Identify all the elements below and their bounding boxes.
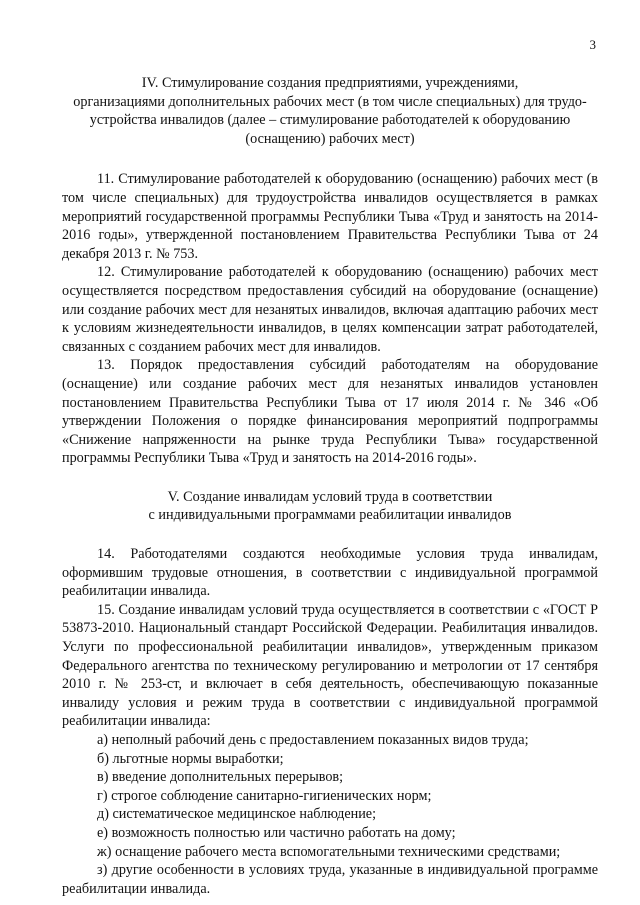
- section-5-title: [62, 488, 598, 525]
- list-item: з) другие особенности в условиях труда, указанные в индивидуальной программе реабилитации инвалида.: [62, 862, 598, 897]
- paragraph-13: 13. Порядок предоставления субсидий работодателям на оборудование (оснащение) или создание рабочих мест для незанятых инвалидов установлен постановлением Правительства Республики Тыва от 17 июля 2014 г. № 346 «Об утверждении Положения о порядке финансирования мероприятий подпрограммы «Снижение напряженности на рынке труда Республики Тыва» государственной программы Республики Тыва «Труд и занятость на 2014-2016 годы».: [62, 357, 598, 467]
- list-item: б) льготные нормы выработки;: [97, 750, 284, 767]
- section-5-body: [62, 545, 598, 898]
- paragraph-11: 11. Стимулирование работодателей к оборудованию (оснащению) рабочих мест (в том числе специальных) для трудоустройства инвалидов осуществляется в рамках мероприятий государственной программы Республики Тыва «Труд и занятость на 2014-2016 годы», утвержденной постановлением Правительства Республики Тыва от 24 декабря 2013 г. № 753.: [62, 171, 598, 262]
- list-item: г) строгое соблюдение санитарно-гигиенических норм;: [97, 787, 432, 804]
- list-item: д) систематическое медицинское наблюдение;: [97, 806, 377, 823]
- page-number: 3: [589, 37, 596, 52]
- paragraph-12: 12. Стимулирование работодателей к оборудованию (оснащению) рабочих мест осуществляется посредством предоставления субсидий на оборудование (оснащение) или создание рабочих мест для незанятых инвалидов, включая адаптацию рабочих мест к условиям жизнедеятельности инвалидов, в целях компенсации затрат работодателей, связанных с созданием рабочих мест для инвалидов.: [62, 264, 598, 355]
- section-4-title-line: устройства инвалидов (далее – стимулирование работодателей к оборудованию: [89, 112, 571, 129]
- paragraph-14: 14. Работодателями создаются необходимые условия труда инвалидам, оформившим трудовые отношения, в соответствии с индивидуальной программой реабилитации инвалида.: [62, 546, 598, 600]
- section-4-title-line: (оснащению) рабочих мест): [245, 130, 415, 147]
- section-4-title-line: IV. Стимулирование создания предприятиями, учреждениями,: [141, 75, 519, 91]
- section-4-title: [62, 74, 598, 148]
- list-item: а) неполный рабочий день с предоставлением показанных видов труда;: [97, 732, 529, 748]
- section-5-title-line: V. Создание инвалидам условий труда в соответствии: [167, 488, 493, 505]
- list-item: е) возможность полностью или частично работать на дому;: [97, 824, 456, 841]
- section-4-title-line: организациями дополнительных рабочих мест (в том числе специальных) для трудо-: [73, 93, 587, 110]
- section-4-body: [62, 170, 598, 468]
- list-item: в) введение дополнительных перерывов;: [97, 769, 344, 786]
- list-item: ж) оснащение рабочего места вспомогательными техническими средствами;: [97, 843, 561, 860]
- section-5-title-line: с индивидуальными программами реабилитации инвалидов: [148, 507, 512, 524]
- paragraph-15: 15. Создание инвалидам условий труда осуществляется в соответствии с «ГОСТ Р 53873-2010. Национальный стандарт Российской Федерации. Реабилитация инвалидов. Услуги по профессиональной реабилитации инвалидов», утвержденным приказом Федерального агентства по техническому регулированию и метрологии от 17 сентября 2010 г. № 253-ст, и включает в себя деятельность, обеспечивающую показанные инвалиду условия и режим труда в соответствии с индивидуальной программой реабилитации инвалида:: [62, 601, 598, 730]
